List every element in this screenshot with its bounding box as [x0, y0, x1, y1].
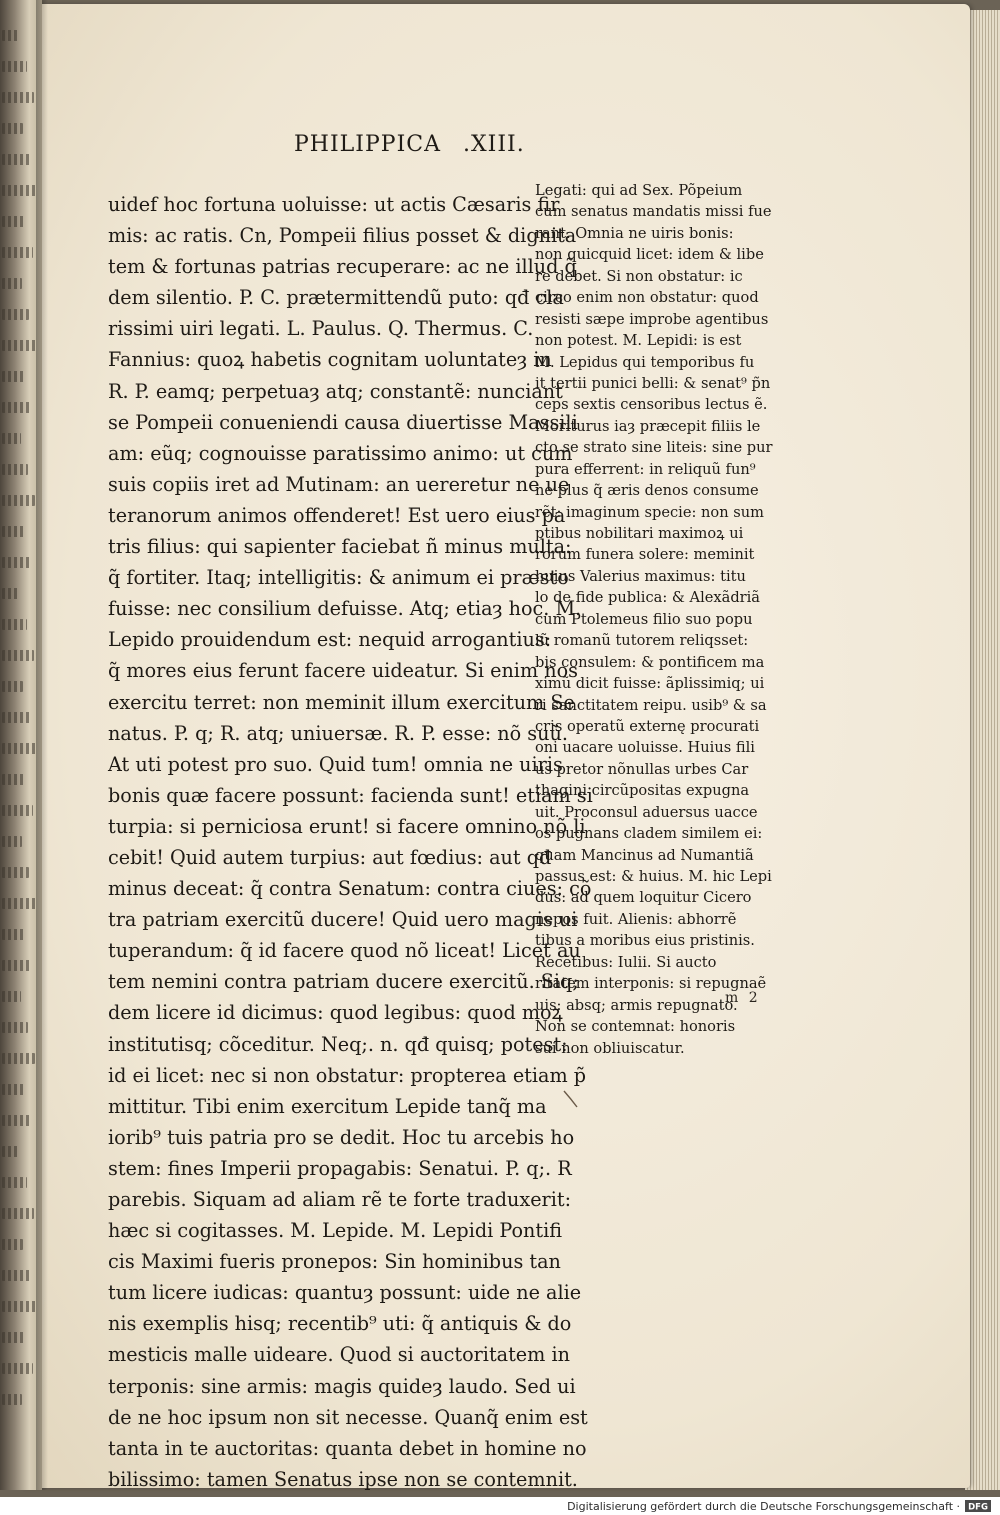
commentary-line: circo enim non obstatur: quod [535, 289, 759, 307]
previous-page-text-fragment [2, 495, 35, 506]
previous-page-text-fragment [2, 309, 29, 320]
previous-page-text-fragment [2, 1084, 24, 1095]
previous-page-text-fragment [2, 92, 34, 103]
previous-page-text-fragment [2, 898, 36, 909]
commentary-line: passus est: & huius. M. hic Lepi [535, 868, 772, 885]
previous-page-text-fragment [2, 526, 24, 537]
main-text-line: turpia: si perniciosa erunt! si facere omnino nõ li [108, 814, 586, 838]
main-text-line: fuisse: nec consilium defuisse. Atq; etiaȝ hoc. M. [108, 597, 582, 621]
previous-page-text-fragment [2, 681, 23, 692]
commentary-line: Recẽtibus: Iulii. Si aucto [535, 953, 717, 971]
commentary-line: ceps sextis censoribus lectus ẽ. [535, 396, 768, 414]
commentary-line: Non se contemnat: honoris [535, 1018, 736, 1036]
previous-page-text-fragment [2, 743, 37, 754]
main-text-line: tra patriam exercitũ ducere! Quid uero magis ui [108, 908, 578, 932]
funding-notice: Digitalisierung gefördert durch die Deutsche Forschungsgemeinschaft · [567, 1500, 960, 1513]
previous-page-text-fragment [2, 650, 34, 661]
previous-page-text-fragment [2, 123, 23, 134]
commentary-line: ri sanctitatem reipu. usib⁹ & sa [535, 696, 767, 714]
commentary-line: tibus a moribus eius pristinis. [535, 932, 755, 950]
main-text-line: minus deceat: q̃ contra Senatum: contra ciues: cõ [108, 877, 592, 901]
main-text-line: Fannius: quoꝝ habetis cognitam uoluntateȝ in [108, 348, 552, 372]
main-text-line: dem silentio. P. C. prætermittendũ puto: qđ cla [108, 286, 564, 310]
main-text-line: mis: ac ratis. Cn, Pompeii filius posset & dignita [108, 224, 577, 248]
main-text-line: bonis quæ facere possunt: facienda sunt! etiam si [108, 783, 593, 807]
main-text-line: hæc si cogitasses. M. Lepide. M. Lepidi Pontifi [108, 1219, 563, 1243]
previous-page-text-fragment [2, 1146, 20, 1157]
commentary-line: non quicquid licet: idem & libe [535, 246, 764, 264]
commentary-line: cum Ptolemeus filio suo popu [535, 610, 753, 628]
commentary-line: lũ romanũ tutorem reliqsset: [535, 632, 749, 650]
main-text-line: dem licere id dicimus: quod legibus: quod moꝝ [108, 1001, 563, 1025]
main-text-line: id ei licet: nec si non obstatur: propterea etiam p̃ [108, 1063, 587, 1087]
previous-page-text-fragment [2, 402, 32, 413]
commentary-line: cto se strato sine liteis: sine pur [535, 439, 773, 457]
previous-page-text-fragment [2, 867, 29, 878]
commentary-line: it tertii punici belli: & senat⁹ p̃n [535, 374, 771, 392]
commentary-line: os pugnans cladem similem ei: [535, 825, 763, 843]
commentary-line: cum senatus mandatis missi fue [535, 203, 772, 221]
main-text-line: Lepido prouidendum est: nequid arrogantius: [108, 628, 552, 652]
main-text-line: iorib⁹ tuis patria pro se dedit. Hoc tu arcebis ho [108, 1125, 575, 1149]
commentary-line: Moriturus iaȝ præcepit filiis le [535, 417, 761, 435]
main-text-line: exercitu terret: non meminit illum exercitum Se [108, 690, 575, 714]
book-page [22, 4, 970, 1491]
main-text-line: mesticis malle uideare. Quod si auctoritatem in [108, 1343, 570, 1367]
main-text-line: stem: fines Imperii propagabis: Senatui. P. q;. R [108, 1156, 572, 1180]
previous-page-text-fragment [2, 1332, 26, 1343]
main-text-line: terponis: sine armis: magis quideȝ laudo. Sed ui [108, 1374, 576, 1398]
commentary-line: uit. Proconsul aduersus uacce [535, 803, 758, 821]
dfg-logo-icon [965, 1500, 991, 1512]
previous-page-text-fragment [2, 1115, 31, 1126]
main-text-line: cebit! Quid autem turpius: aut fœdius: aut qđ [108, 845, 552, 869]
main-text-line: institutisq; cõceditur. Neq;. n. qđ quisq; potest: [108, 1032, 568, 1056]
previous-page-text-fragment [2, 1301, 37, 1312]
previous-page-text-fragment [2, 1208, 34, 1219]
previous-page-text-fragment [2, 991, 21, 1002]
main-text-line: parebis. Siquam ad aliam rẽ te forte traduxerit: [108, 1188, 572, 1211]
ink-stroke-mark [562, 1089, 580, 1109]
previous-page-text-fragment [2, 61, 27, 72]
main-text-line: tanta in te auctoritas: quanta debet in homine no [108, 1436, 587, 1460]
main-text-line: suis copiis iret ad Mutinam: an uereretur ne ue [108, 472, 570, 496]
commentary-line: lo de fide publica: & Alexãdriã [535, 589, 760, 607]
main-text-line: tuperandum: q̃ id facere quod nõ liceat! Licet au [108, 939, 581, 963]
main-text-line: tris filius: qui sapienter faciebat ñ minus multa: [108, 535, 572, 559]
commentary-line: thagini circũpositas expugna [535, 782, 750, 800]
commentary-line: oni uacare uoluisse. Huius fili [535, 739, 755, 757]
main-text-line: de ne hoc ipsum non sit necesse. Quanq̃ enim est [108, 1405, 588, 1429]
previous-page-text-fragment [2, 216, 26, 227]
previous-page-text-fragment [2, 619, 27, 630]
main-text-line: uidef hoc fortuna uoluisse: ut actis Cæsaris fir [108, 193, 560, 216]
previous-page-text-fragment [2, 340, 36, 351]
commentary-line: ne plus q̃ æris denos consume [535, 482, 759, 500]
main-text-line: se Pompeii conueniendi causa diuertisse Massili [108, 410, 578, 434]
previous-page-text-fragment [2, 1053, 35, 1064]
commentary-line: quam Mancinus ad Numantiã [535, 846, 754, 864]
commentary-line: ximũ dicit fuisse: ãplissimiq; ui [535, 675, 765, 693]
previous-page-text-fragment [2, 433, 21, 444]
dfg-logo-text: DFG [968, 1502, 988, 1512]
main-text-line: nis exemplis hisq; recentib⁹ uti: q̃ antiquis & do [108, 1312, 572, 1336]
commentary-line: dus: ad quem loquitur Cicero [535, 889, 752, 907]
commentary-line: rorum funera solere: meminit [535, 546, 755, 564]
commentary-line: huius Valerius maximus: titu [535, 567, 746, 585]
commentary-line: re debet. Si non obstatur: ic [535, 267, 743, 285]
commentary-line: pura efferrent: in reliquũ fun⁹ [535, 460, 756, 478]
previous-page-text-fragment [2, 960, 32, 971]
previous-page-text-fragment [2, 464, 28, 475]
commentary-line: Legati: qui ad Sex. Põpeium [535, 182, 743, 199]
main-text-line: At uti potest pro suo. Quid tum! omnia ne uiris [108, 752, 563, 776]
commentary-line: rẽt: imaginum specie: non sum [535, 503, 764, 521]
commentary-line: rant. Omnia ne uiris bonis: [535, 224, 734, 242]
commentary-line: ritatem interponis: si repugnaẽ [535, 975, 767, 993]
previous-page-text-fragment [2, 1022, 28, 1033]
previous-page-text-fragment [2, 588, 20, 599]
previous-page-text-fragment [2, 712, 30, 723]
running-head [294, 132, 525, 157]
previous-page-text-fragment [2, 774, 26, 785]
previous-page-text-fragment [2, 278, 22, 289]
running-head-number: .XIII. [463, 132, 525, 157]
commentary-line: non potest. M. Lepidi: is est [535, 332, 742, 350]
main-text-line: rissimi uiri legati. L. Paulus. Q. Thermus. C. [108, 317, 534, 341]
commentary-line: sui non obliuiscatur. [535, 1039, 685, 1057]
main-text-line: q̃ fortiter. Itaq; intelligitis: & animum ei præsto [108, 566, 569, 590]
commentary-line: ptibus nobilitari maximoꝝ ui [535, 525, 744, 542]
running-head-title: PHILIPPICA [294, 132, 441, 157]
commentary-line: uis: absq; armis repugnato. [535, 996, 738, 1014]
main-text-line: natus. P. q; R. atq; uniuersæ. R. P. esse: nõ suũ. [108, 721, 568, 745]
previous-page-text-fragment [2, 1363, 33, 1374]
signature-mark: m 2 [725, 990, 761, 1006]
previous-page-text-fragment [2, 836, 22, 847]
previous-page-text-fragment [2, 1239, 23, 1250]
commentary-column [535, 180, 785, 1059]
previous-page-text-fragment [2, 247, 33, 258]
main-text-line: R. P. eamq; perpetuaȝ atq; constantẽ: nunciant [108, 379, 563, 403]
main-text-line: cis Maximi fueris pronepos: Sin hominibus tan [108, 1250, 561, 1274]
main-text-line: teranorum animos offenderet! Est uero eius pa [108, 503, 566, 527]
commentary-line: us pretor nõnullas urbes Car [535, 760, 749, 778]
main-text-line: mittitur. Tibi enim exercitum Lepide tanq̃ ma [108, 1094, 547, 1118]
commentary-line: cris operatũ externę procurati [535, 717, 760, 735]
previous-page-text-fragment [2, 30, 20, 41]
main-text-line: bilissimo: tamen Senatus ipse non se contemnit. [108, 1467, 578, 1491]
main-text-line: am: eũq; cognouisse paratissimo animo: ut cum [108, 441, 573, 465]
previous-page-text-fragment [2, 1394, 22, 1405]
previous-page-text-fragment [2, 371, 25, 382]
previous-page-text-fragment [2, 1270, 30, 1281]
commentary-line: bis consulem: & pontificem ma [535, 653, 765, 671]
main-text-column [108, 189, 593, 1495]
main-text-line: tem & fortunas patrias recuperare: ac ne illud q̃ [108, 255, 577, 279]
page-stack-edge [965, 10, 1000, 1490]
commentary-line: resisti sæpe improbe agentibus [535, 310, 769, 328]
previous-page-text-fragment [2, 557, 31, 568]
previous-page-text-fragment [2, 185, 37, 196]
previous-page-text-fragment [2, 154, 30, 165]
commentary-line: nepos fuit. Alienis: abhorrẽ [535, 910, 737, 928]
previous-page-text-fragment [2, 929, 25, 940]
binding-shadow [36, 0, 48, 1490]
main-text-line: tum licere iudicas: quantuȝ possunt: uide ne alie [108, 1281, 582, 1305]
main-text-line: q̃ mores eius ferunt facere uideatur. Si enim nos [108, 659, 578, 683]
previous-page-text-fragment [2, 805, 33, 816]
main-text-line: tem nemini contra patriam ducere exercitũ. Siq; [108, 970, 579, 994]
commentary-line: M. Lepidus qui temporibus fu [535, 353, 755, 371]
previous-page-text-fragment [2, 1177, 27, 1188]
